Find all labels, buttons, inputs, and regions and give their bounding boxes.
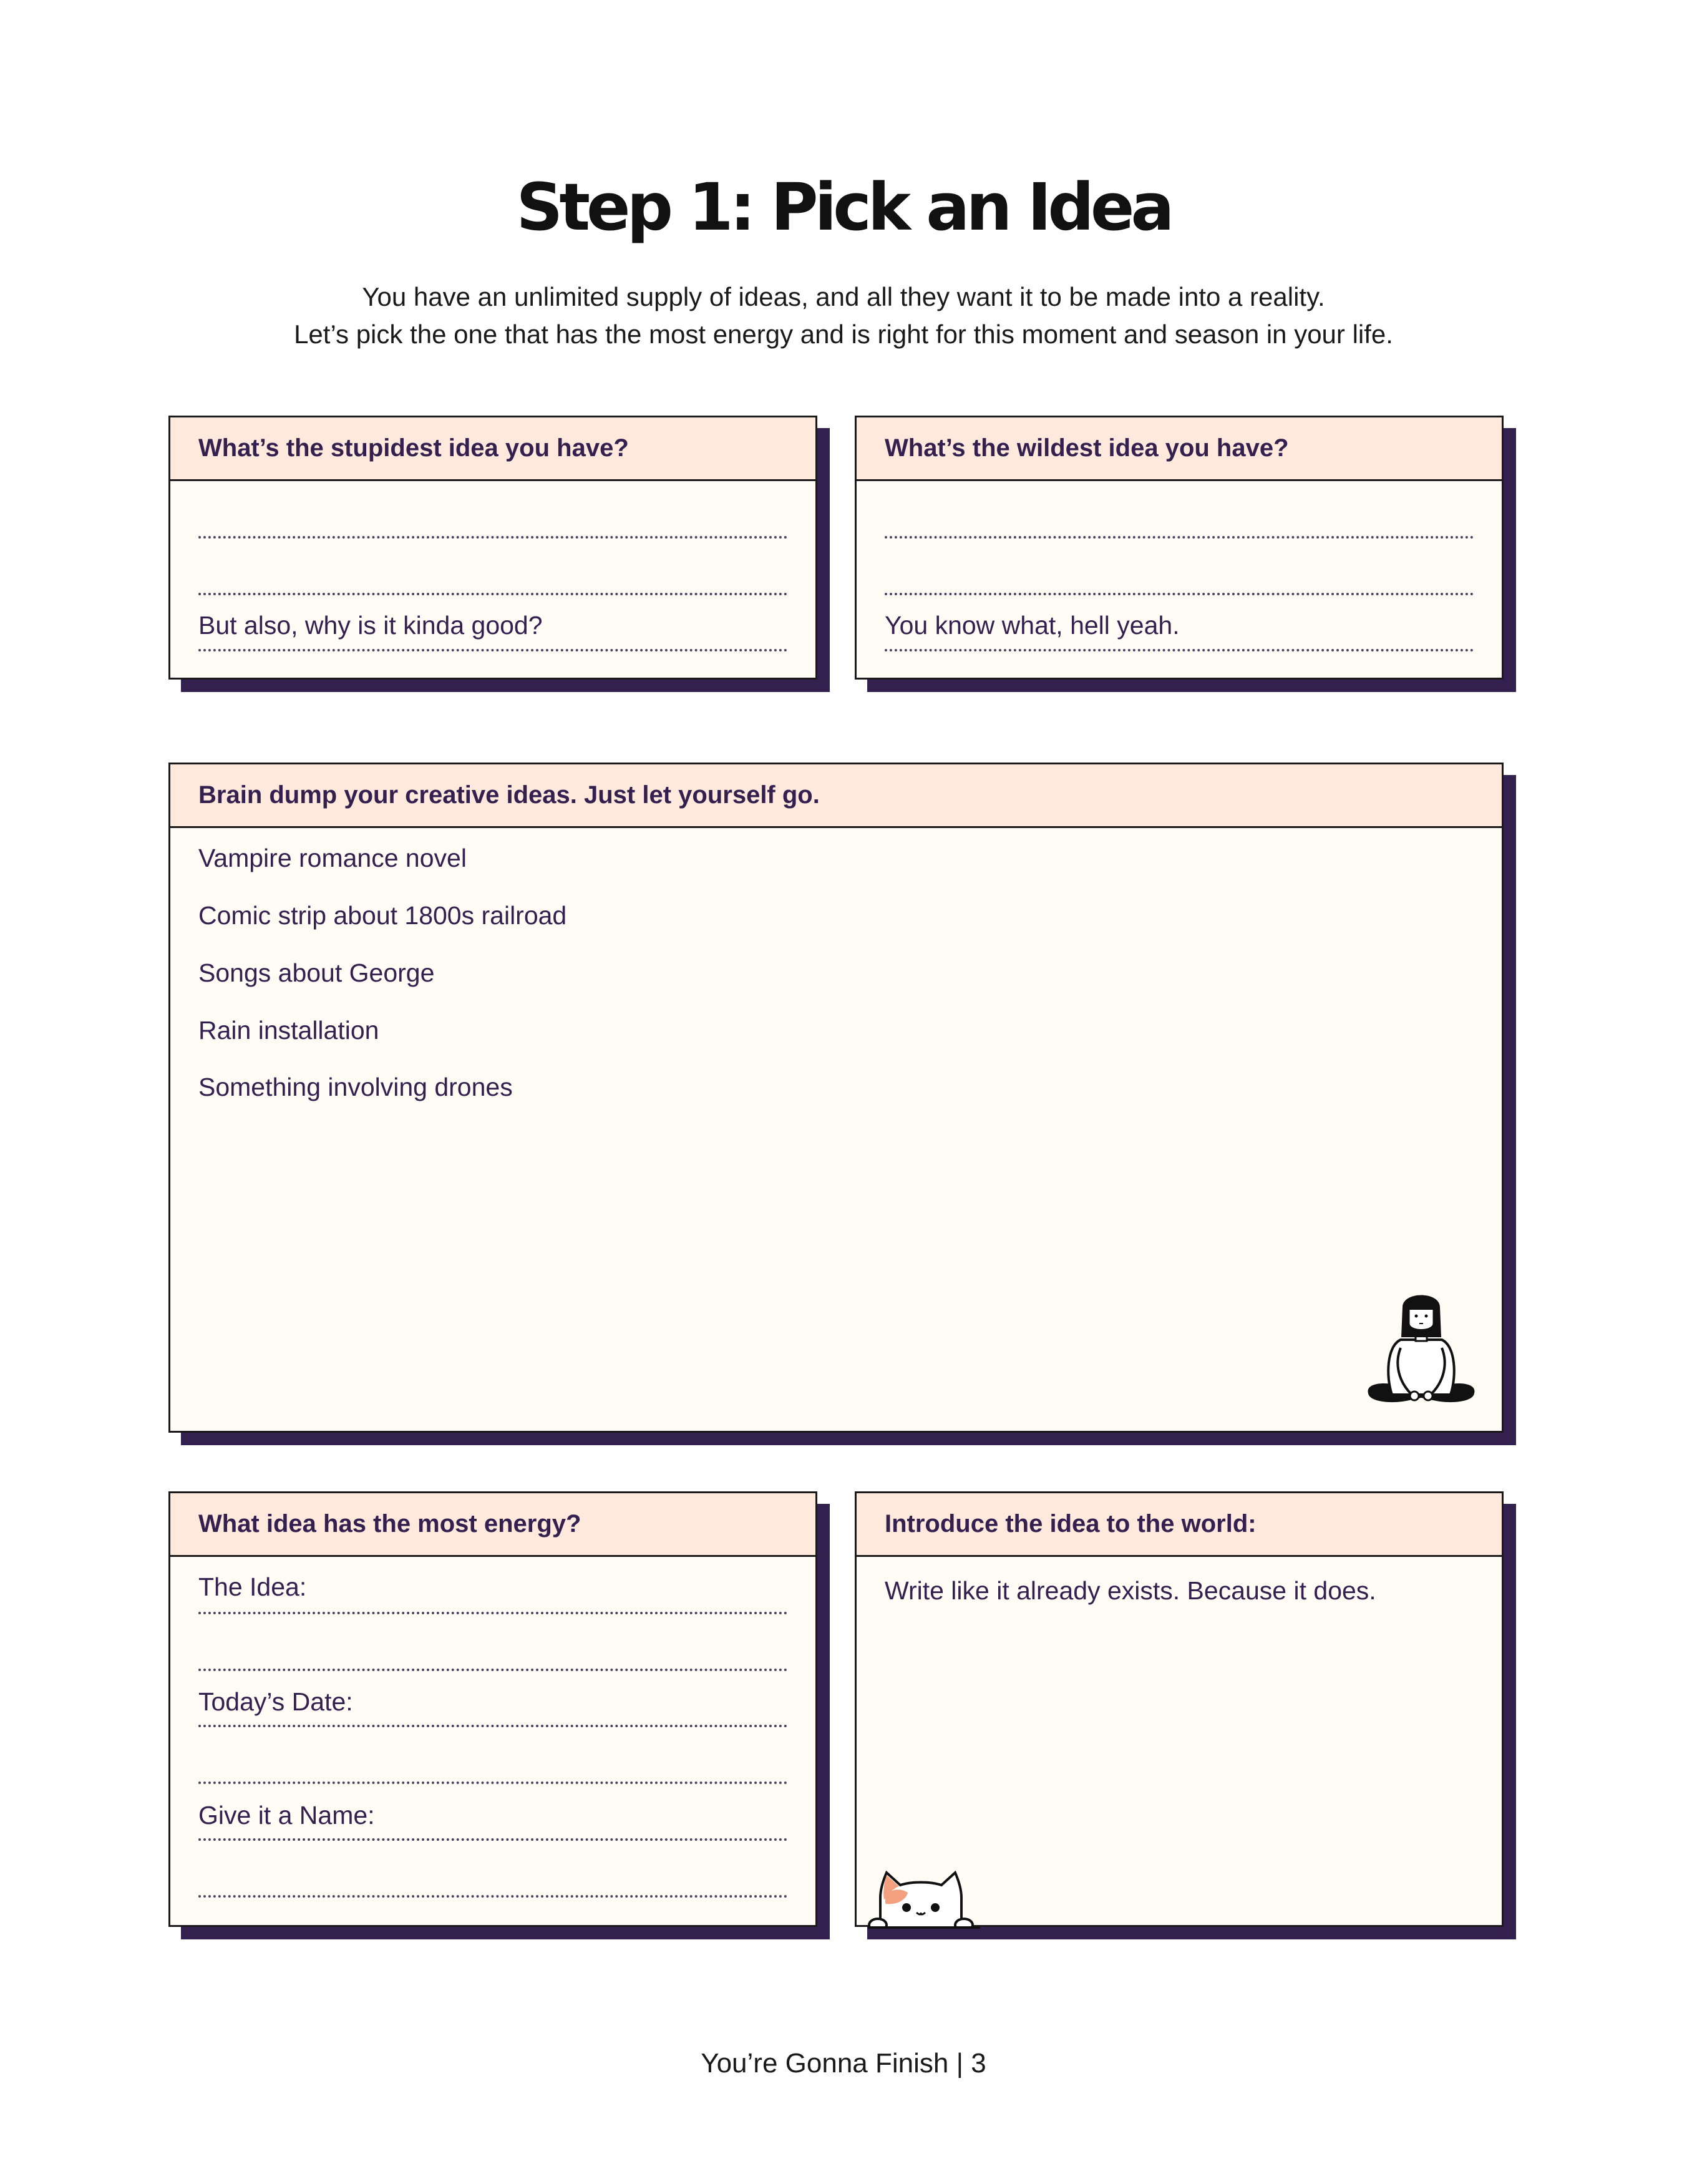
- brain-dump-card: [168, 763, 1504, 1433]
- name-answer-line[interactable]: [198, 1838, 787, 1841]
- list-item: Songs about George: [198, 958, 435, 987]
- wildest-idea-card: [855, 416, 1504, 680]
- list-item: Something involving drones: [198, 1073, 513, 1101]
- card-panel: [168, 416, 817, 680]
- brain-dump-heading: Brain dump your creative ideas. Just let yourself go.: [170, 764, 1502, 828]
- date-label: Today’s Date:: [198, 1687, 353, 1716]
- peeking-cat-illustration: [868, 1866, 980, 1929]
- wildest-idea-prompt: You know what, hell yeah.: [885, 611, 1180, 640]
- answer-line[interactable]: [198, 649, 787, 651]
- introduce-idea-card: [855, 1491, 1504, 1927]
- answer-line[interactable]: [198, 536, 787, 539]
- answer-line[interactable]: [885, 649, 1474, 651]
- date-answer-line[interactable]: [198, 1725, 787, 1727]
- intro-text: [0, 278, 1687, 353]
- page-footer: You’re Gonna Finish | 3: [701, 2048, 986, 2079]
- answer-line[interactable]: [198, 593, 787, 595]
- wildest-idea-heading: What’s the wildest idea you have?: [857, 417, 1502, 481]
- introduce-idea-heading: Introduce the idea to the world:: [857, 1493, 1502, 1557]
- card-panel[interactable]: [855, 1491, 1504, 1927]
- introduce-idea-prompt: Write like it already exists. Because it does.: [885, 1576, 1376, 1605]
- stupidest-idea-prompt: But also, why is it kinda good?: [198, 611, 543, 640]
- answer-line[interactable]: [885, 536, 1474, 539]
- idea-answer-line[interactable]: [198, 1612, 787, 1614]
- most-energy-heading: What idea has the most energy?: [170, 1493, 815, 1557]
- name-label: Give it a Name:: [198, 1801, 375, 1830]
- idea-answer-line[interactable]: [198, 1669, 787, 1671]
- card-panel: [855, 416, 1504, 680]
- list-item: Vampire romance novel: [198, 844, 467, 872]
- card-panel[interactable]: [168, 763, 1504, 1433]
- most-energy-card: [168, 1491, 817, 1927]
- intro-line-1: You have an unlimited supply of ideas, and all they want it to be made into a reality.: [362, 282, 1325, 311]
- answer-line[interactable]: [885, 593, 1474, 595]
- idea-label: The Idea:: [198, 1572, 307, 1601]
- name-answer-line[interactable]: [198, 1895, 787, 1898]
- date-answer-line[interactable]: [198, 1782, 787, 1784]
- list-item: Rain installation: [198, 1016, 379, 1045]
- page-title: Step 1: Pick an Idea: [516, 169, 1171, 245]
- intro-line-2: Let’s pick the one that has the most energy and is right for this moment and season in your life.: [294, 319, 1393, 349]
- sitting-woman-illustration: [1362, 1289, 1480, 1420]
- card-panel: [168, 1491, 817, 1927]
- stupidest-idea-card: [168, 416, 817, 680]
- stupidest-idea-heading: What’s the stupidest idea you have?: [170, 417, 815, 481]
- list-item: Comic strip about 1800s railroad: [198, 901, 567, 930]
